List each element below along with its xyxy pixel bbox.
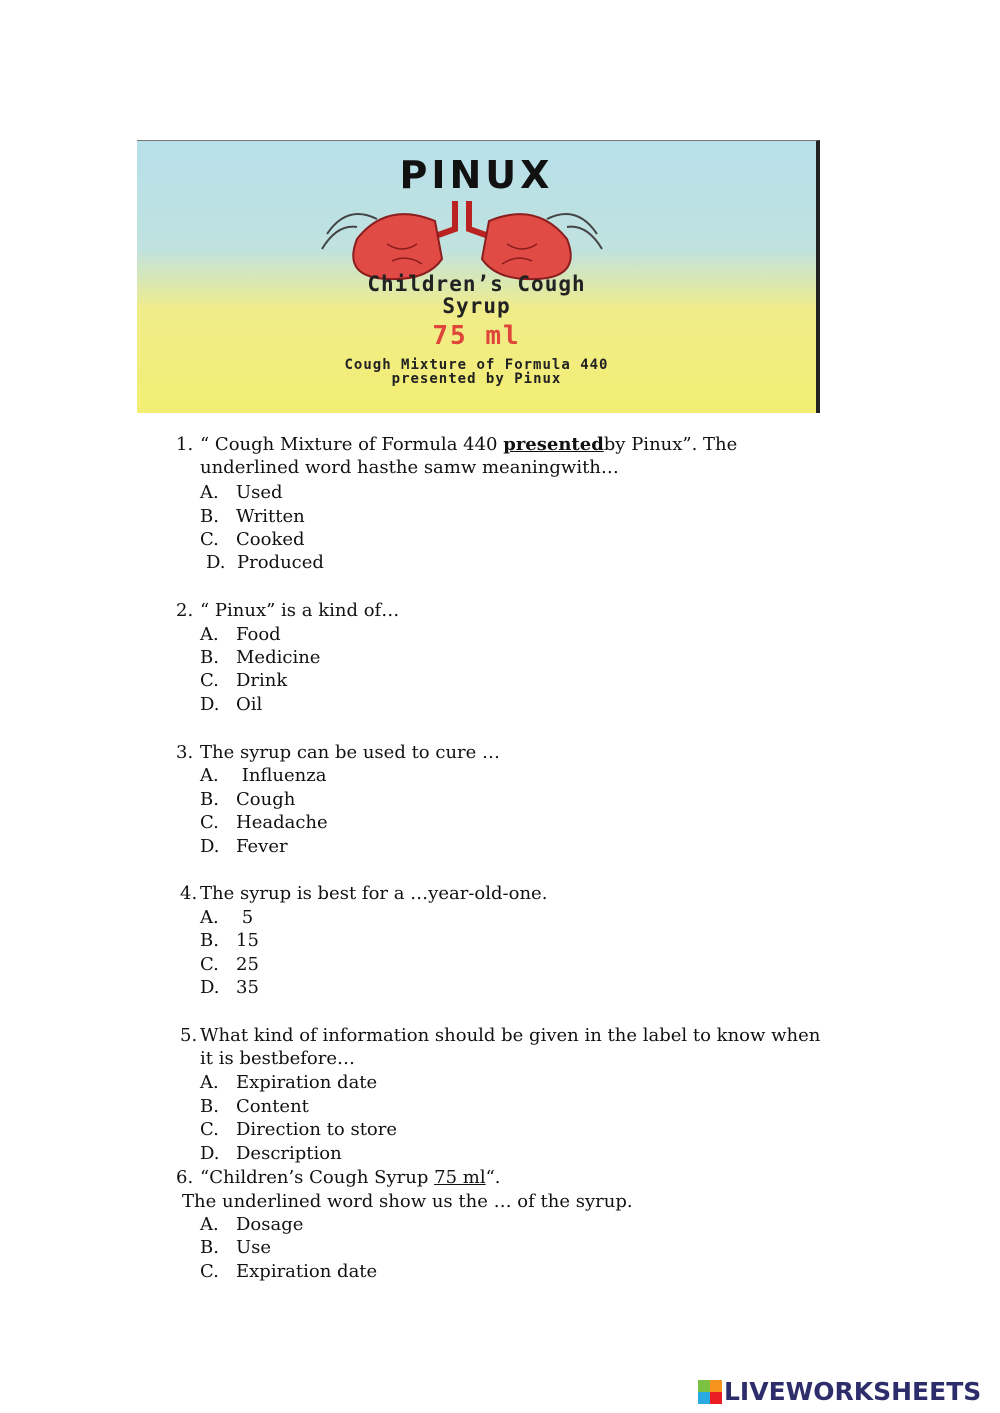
lungs-icon	[317, 199, 607, 283]
question-3: 3. The syrup can be used to cure …	[176, 742, 501, 763]
label-brand: PINUX	[399, 153, 554, 197]
option-4a[interactable]: A. 5	[200, 907, 254, 928]
logo-grid-icon	[698, 1380, 722, 1404]
label-product-name: Children’s Cough Syrup	[367, 272, 586, 318]
liveworksheets-logo[interactable]	[698, 1377, 981, 1406]
option-2a[interactable]: A. Food	[200, 624, 281, 645]
question-6-continuation: The underlined word show us the … of the syrup.	[182, 1191, 633, 1212]
question-1: 1. “ Cough Mixture of Formula 440 presentedby Pinux”. The underlined word hasthe samw meaningwith…	[176, 434, 738, 478]
option-5b[interactable]: B. Content	[200, 1096, 309, 1117]
option-1c[interactable]: C. Cooked	[200, 529, 305, 550]
option-2d[interactable]: D. Oil	[200, 694, 263, 715]
question-2: 2. “ Pinux” is a kind of…	[176, 600, 400, 621]
option-2c[interactable]: C. Drink	[200, 670, 288, 691]
underlined-word: presented	[503, 434, 604, 455]
option-4c[interactable]: C. 25	[200, 954, 259, 975]
option-5d[interactable]: D. Description	[200, 1143, 342, 1164]
option-3b[interactable]: B. Cough	[200, 789, 296, 810]
product-label-image	[137, 140, 820, 413]
option-1d[interactable]: D. Produced	[206, 552, 324, 573]
option-3d[interactable]: D. Fever	[200, 836, 288, 857]
label-tagline: Cough Mixture of Formula 440 presented by Pinux	[344, 357, 609, 387]
underlined-word: 75 ml	[434, 1167, 486, 1188]
option-2b[interactable]: B. Medicine	[200, 647, 321, 668]
question-5: 5. What kind of information should be given in the label to know when it is bestbefore…	[180, 1025, 821, 1069]
question-4: 4. The syrup is best for a …year-old-one.	[180, 883, 548, 904]
logo-text: LIVEWORKSHEETS	[724, 1377, 982, 1406]
option-5a[interactable]: A. Expiration date	[200, 1072, 378, 1093]
option-4d[interactable]: D. 35	[200, 977, 259, 998]
option-1a[interactable]: A. Used	[200, 482, 283, 503]
label-volume: 75 ml	[432, 321, 521, 351]
option-6c[interactable]: C. Expiration date	[200, 1261, 378, 1282]
option-6a[interactable]: A. Dosage	[200, 1214, 304, 1235]
option-3a[interactable]: A. Influenza	[200, 765, 327, 786]
option-3c[interactable]: C. Headache	[200, 812, 328, 833]
option-5c[interactable]: C. Direction to store	[200, 1119, 398, 1140]
option-6b[interactable]: B. Use	[200, 1237, 272, 1258]
option-1b[interactable]: B. Written	[200, 506, 305, 527]
option-4b[interactable]: B. 15	[200, 930, 259, 951]
question-6: 6. “Children’s Cough Syrup 75 ml“.	[176, 1167, 501, 1188]
